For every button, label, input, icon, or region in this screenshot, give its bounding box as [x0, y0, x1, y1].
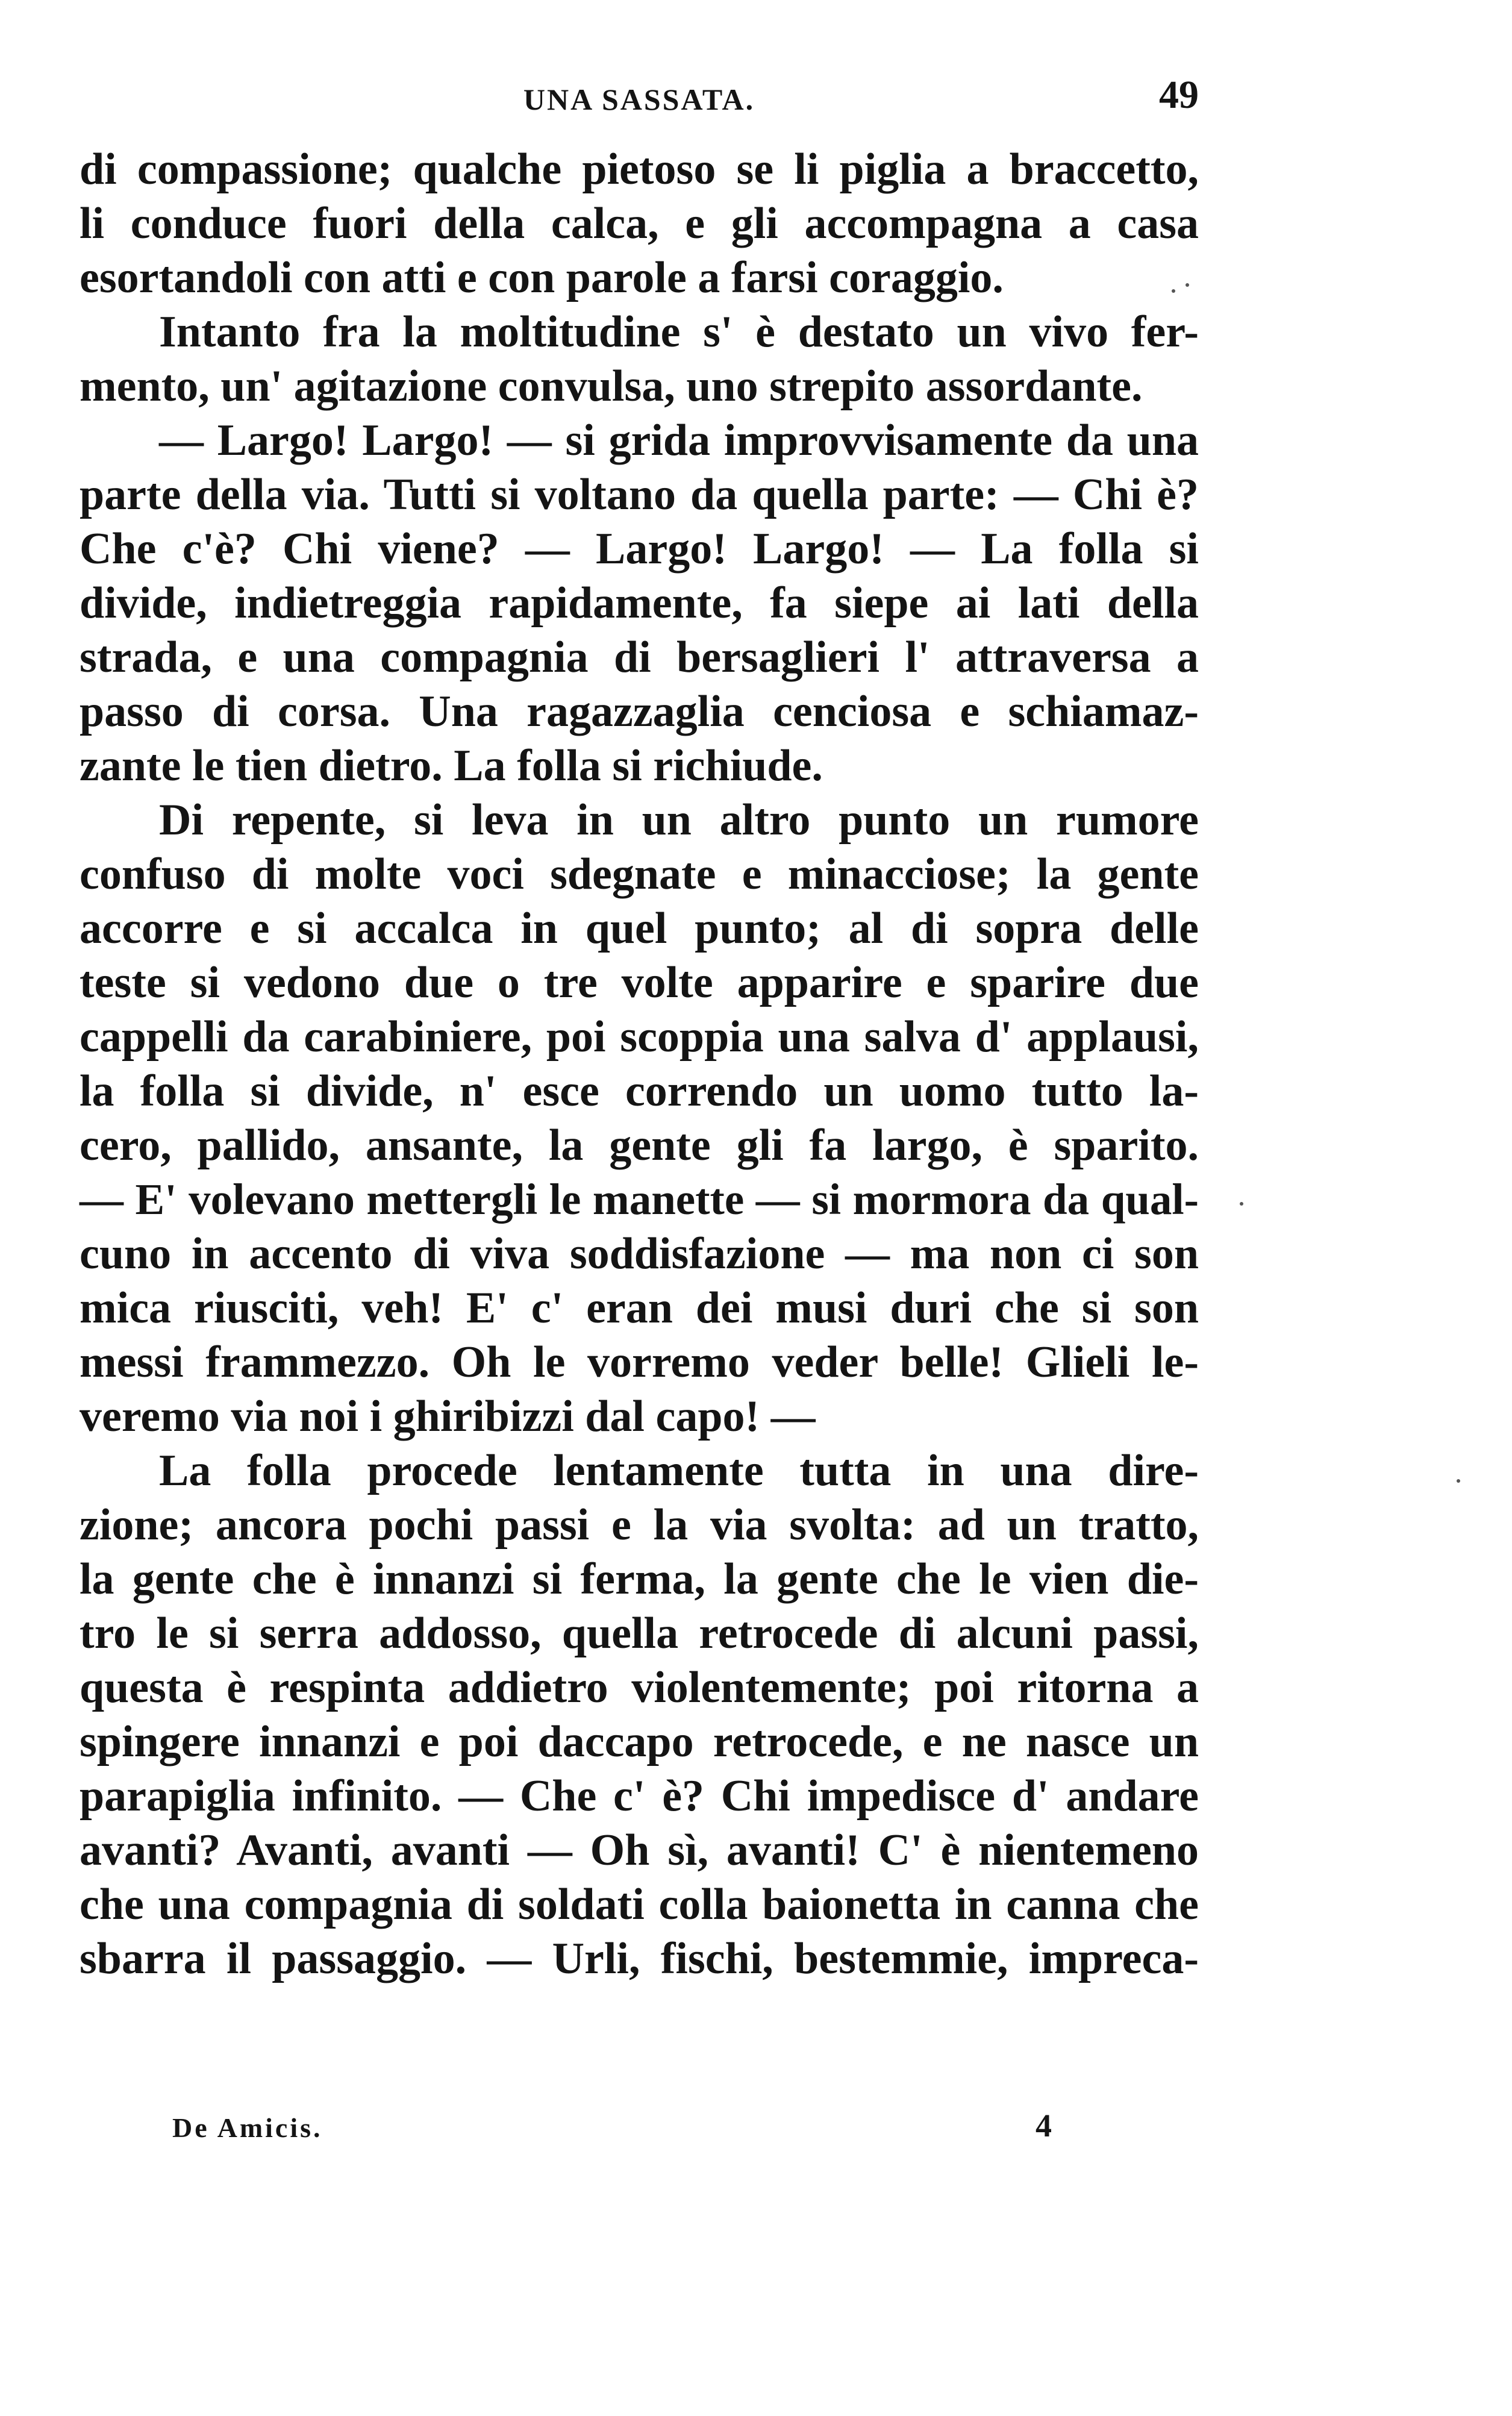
text-line: strada, e una compagnia di bersaglieri l' attraversa a [80, 633, 1199, 682]
printer-signature: De Amicis. [172, 2112, 323, 2143]
page-number: 49 [1159, 73, 1199, 117]
text-line: — Largo! Largo! — si grida improvvisamente da una [159, 416, 1199, 465]
text-line: la folla si divide, n' esce correndo un uomo tutto la- [80, 1066, 1199, 1116]
body-text [80, 142, 1199, 1986]
text-line: cero, pallido, ansante, la gente gli fa largo, è sparito. [80, 1121, 1199, 1170]
paper-speck [1172, 289, 1175, 293]
text-line: veremo via noi i ghiribizzi dal capo! — [80, 1392, 816, 1441]
text-line: confuso di molte voci sdegnate e minacciose; la gente [80, 850, 1199, 899]
text-line: cuno in accento di viva soddisfazione — ma non ci son [80, 1229, 1199, 1278]
text-line: messi frammezzo. Oh le vorremo veder belle! Glieli le- [80, 1338, 1199, 1387]
text-line: parapiglia infinito. — Che c' è? Chi impedisce d' andare [80, 1771, 1199, 1821]
text-line: li conduce fuori della calca, e gli accompagna a casa [80, 199, 1199, 248]
paper-speck [1457, 1479, 1460, 1483]
running-title: UNA SASSATA. [523, 83, 755, 116]
text-line: parte della via. Tutti si voltano da quella parte: — Chi è? [80, 470, 1199, 519]
text-line: spingere innanzi e poi daccapo retrocede, e ne nasce un [80, 1717, 1199, 1767]
text-line: questa è respinta addietro violentemente; poi ritorna a [80, 1663, 1199, 1712]
text-line: teste si vedono due o tre volte apparire e sparire due [80, 958, 1199, 1007]
text-line: Che c'è? Chi viene? — Largo! Largo! — La folla si [80, 524, 1199, 574]
text-line: sbarra il passaggio. — Urli, fischi, bestemmie, impreca- [80, 1934, 1199, 1983]
text-line: esortandoli con atti e con parole a farsi coraggio. [80, 253, 1004, 302]
text-line: di compassione; qualche pietoso se li piglia a braccetto, [80, 145, 1199, 194]
text-line: Intanto fra la moltitudine s' è destato un vivo fer- [159, 307, 1199, 357]
text-line: tro le si serra addosso, quella retrocede di alcuni passi, [80, 1609, 1199, 1658]
text-line: La folla procede lentamente tutta in una dire- [159, 1446, 1199, 1495]
text-line: divide, indietreggia rapidamente, fa siepe ai lati della [80, 578, 1199, 628]
text-line: cappelli da carabiniere, poi scoppia una salva d' applausi, [80, 1012, 1199, 1062]
text-line: zione; ancora pochi passi e la via svolta: ad un tratto, [80, 1500, 1199, 1550]
sheet-number: 4 [1036, 2108, 1052, 2144]
text-line: Di repente, si leva in un altro punto un rumore [159, 795, 1199, 845]
paper-speck [1186, 283, 1189, 287]
page-footer [172, 2108, 1052, 2160]
text-line: — E' volevano mettergli le manette — si mormora da qual- [80, 1175, 1199, 1224]
text-line: accorre e si accalca in quel punto; al di sopra delle [80, 904, 1199, 953]
text-line: passo di corsa. Una ragazzaglia cenciosa e schiamaz- [80, 687, 1199, 736]
text-line: mento, un' agitazione convulsa, uno strepito assordante. [80, 361, 1143, 411]
text-line: che una compagnia di soldati colla baionetta in canna che [80, 1880, 1199, 1929]
text-line: zante le tien dietro. La folla si richiude. [80, 741, 823, 790]
running-head [80, 72, 1199, 120]
text-line: mica riusciti, veh! E' c' eran dei musi duri che si son [80, 1283, 1199, 1333]
text-line: avanti? Avanti, avanti — Oh sì, avanti! C' è nientemeno [80, 1826, 1199, 1875]
text-line: la gente che è innanzi si ferma, la gente che le vien die- [80, 1554, 1199, 1604]
paper-speck [1240, 1202, 1243, 1206]
